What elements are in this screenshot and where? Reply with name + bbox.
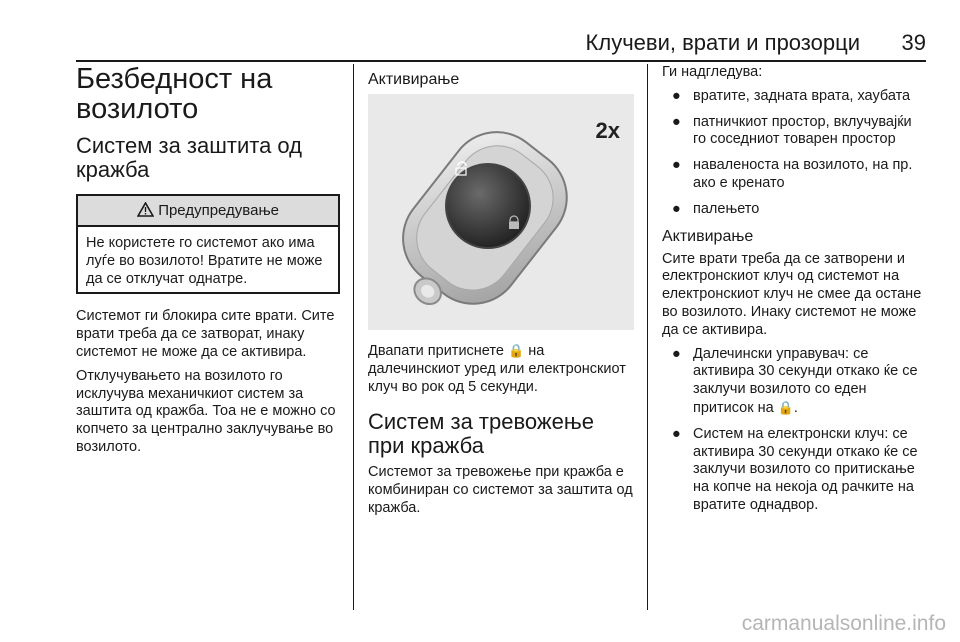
header-title: Клучеви, врати и прозорци (585, 30, 860, 55)
figure-caption: Двапати притиснете 🔒 на далечинскиот уред или електронскиот клуч во рок од 5 секунди. (368, 343, 626, 395)
subheading-activation: Активирање (662, 227, 754, 245)
section-title: Безбедност на возилото (76, 63, 273, 125)
warning-title: Предупредување (158, 202, 279, 219)
warning-triangle-icon (137, 202, 154, 217)
monitored-list (662, 88, 928, 219)
paragraph: Отклучувањето на возилото го исклучува механичкиот систем за заштита од кражба. Тоа не е можно со копчето за централно заклучување во возилото. (76, 367, 336, 455)
column-divider-1 (353, 64, 354, 610)
column-3 (662, 64, 928, 523)
warning-box (76, 194, 340, 294)
list-item: ● палењето (672, 200, 760, 217)
paragraph: Сите врати треба да се затворени и електронскиот клуч од системот на електронскиот клуч не смее да остане во возилото. Инаку системот не може да се активира. (662, 250, 922, 338)
lock-icon: 🔒 (777, 399, 794, 415)
press-count-label: 2x (595, 118, 620, 143)
list-item: ● Систем на електронски клуч: се активира 30 секунди откако ќе се заклучи возилото со притискање на копче на некоја од рачките на вратите однадвор. (672, 425, 918, 513)
watermark: carmanualsonline.info (741, 612, 946, 635)
list-item: ● наваленоста на возилото, на пр. ако е кренато (672, 157, 913, 191)
page-number: 39 (901, 30, 926, 55)
paragraph: Системот ги блокира сите врати. Сите врати треба да се затворат, инаку системот не може да се активира. (76, 308, 335, 360)
paragraph: Системот за тревожење при кражба е комбиниран со системот за заштита од кражба. (368, 464, 633, 516)
subheading-activation: Активирање (368, 71, 460, 88)
column-2 (368, 64, 634, 524)
subsection-title: Систем за заштита од кражба (76, 133, 303, 182)
warning-body: Не користете го системот ако има луѓе во возилото! Вратите не може да се отклучат однатре. (86, 235, 323, 287)
column-1 (76, 64, 340, 463)
list-item: ● вратите, задната врата, хаубата (672, 87, 911, 104)
key-fob-image (368, 94, 634, 330)
list-item: ● Далечински управувач: се активира 30 секунди откако ќе се заклучи возилото со еден притисок на 🔒. (672, 345, 918, 416)
warning-header (78, 196, 338, 227)
column-divider-2 (647, 64, 648, 610)
key-fob-illustration (368, 94, 634, 330)
activation-list (662, 346, 928, 515)
subsection-title-alarm: Систем за тревожење при кражба (368, 409, 594, 459)
paragraph: Ги надгледува: (662, 64, 763, 80)
list-item: ● патничкиот простор, вклучувајќи го соседниот товарен простор (672, 113, 912, 148)
header-rule (76, 60, 926, 62)
lock-icon: 🔒 (507, 343, 525, 358)
